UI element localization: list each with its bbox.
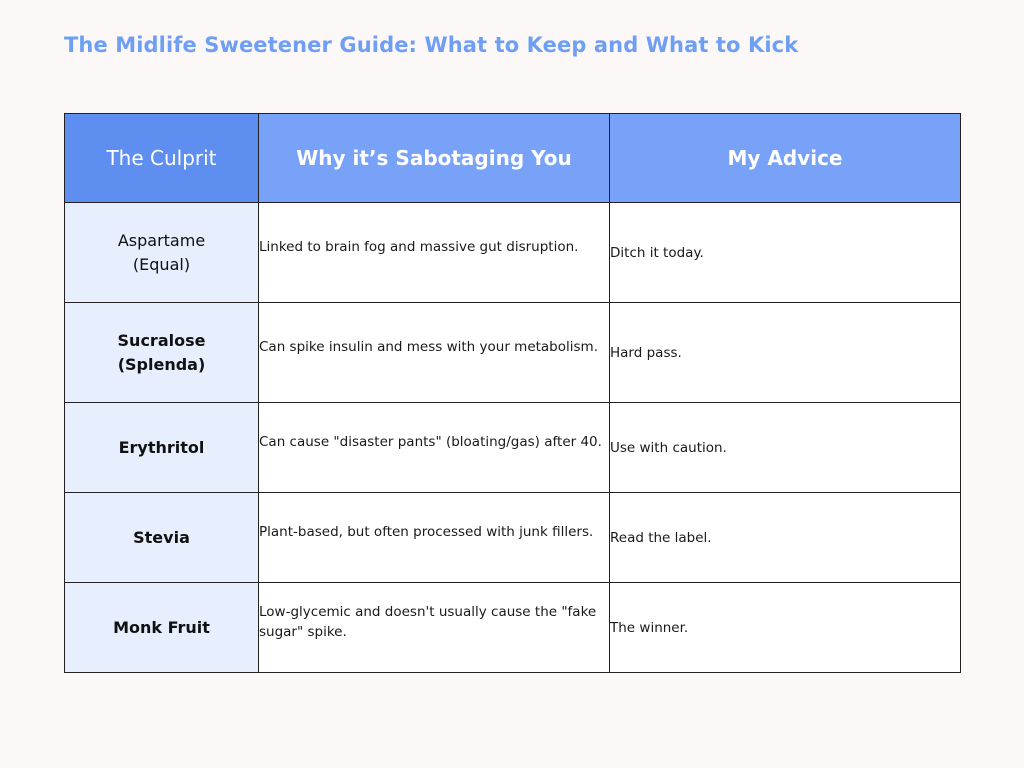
- culprit-cell: [65, 303, 259, 403]
- advice-cell: [610, 303, 961, 403]
- advice-cell: [610, 203, 961, 303]
- sweetener-table: [64, 113, 961, 673]
- table-row: [65, 583, 961, 673]
- table-row: [65, 303, 961, 403]
- why-cell: [259, 583, 610, 673]
- advice-text: Use with caution.: [610, 439, 727, 456]
- why-text: Can cause "disaster pants" (bloating/gas) after 40.: [259, 433, 602, 450]
- table-header-row: [65, 114, 961, 203]
- advice-cell: [610, 583, 961, 673]
- table-row: [65, 493, 961, 583]
- culprit-text: Erythritol: [118, 437, 205, 457]
- why-text: Plant-based, but often processed with junk fillers.: [259, 523, 594, 540]
- why-cell: [259, 493, 610, 583]
- why-cell: [259, 303, 610, 403]
- advice-text: Ditch it today.: [610, 244, 704, 261]
- advice-cell: [610, 493, 961, 583]
- culprit-text: Sucralose (Splenda): [117, 330, 206, 374]
- table-row: [65, 403, 961, 493]
- column-header-why: Why it’s Sabotaging You: [259, 114, 610, 203]
- why-cell: [259, 203, 610, 303]
- culprit-text: Stevia: [133, 527, 190, 547]
- column-header-culprit: The Culprit: [65, 114, 259, 203]
- advice-text: Read the label.: [610, 529, 712, 546]
- advice-text: The winner.: [610, 619, 689, 636]
- why-cell: [259, 403, 610, 493]
- column-header-advice: My Advice: [610, 114, 961, 203]
- table-row: [65, 203, 961, 303]
- culprit-cell: [65, 203, 259, 303]
- why-text: Linked to brain fog and massive gut disruption.: [259, 238, 579, 255]
- culprit-cell: [65, 403, 259, 493]
- culprit-cell: [65, 583, 259, 673]
- page-title: The Midlife Sweetener Guide: What to Keep and What to Kick: [64, 33, 799, 57]
- why-text: Low-glycemic and doesn't usually cause the "fake sugar" spike.: [259, 603, 597, 640]
- advice-text: Hard pass.: [610, 344, 682, 361]
- why-text: Can spike insulin and mess with your metabolism.: [259, 338, 598, 355]
- culprit-text: Monk Fruit: [113, 617, 210, 637]
- advice-cell: [610, 403, 961, 493]
- culprit-cell: [65, 493, 259, 583]
- culprit-text: Aspartame (Equal): [117, 230, 206, 274]
